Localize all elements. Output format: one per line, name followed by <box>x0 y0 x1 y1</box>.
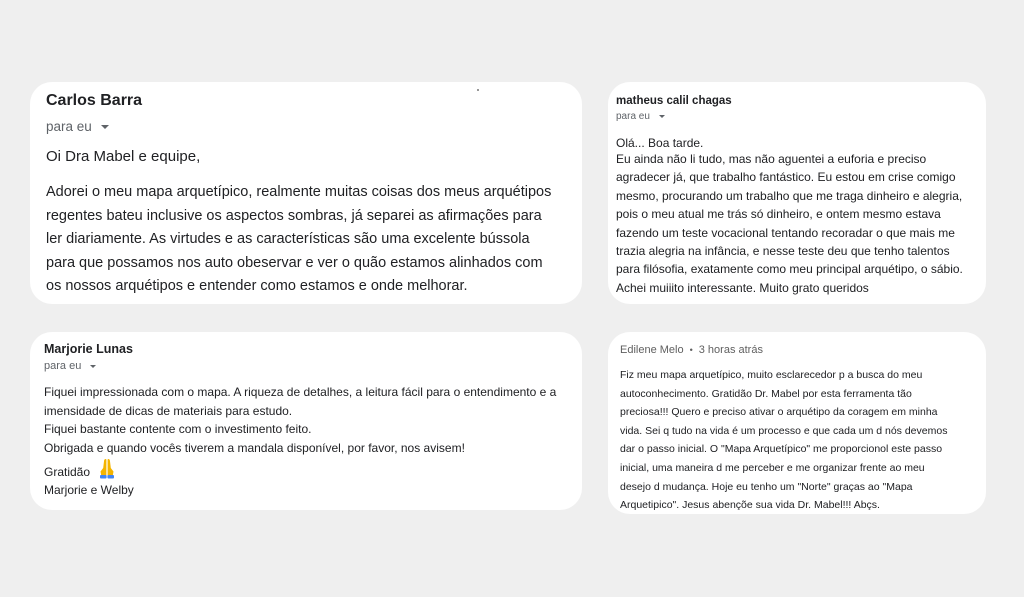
closing-text: Gratidão <box>44 465 91 479</box>
sender-name: Carlos Barra <box>46 92 143 109</box>
signature: Marjorie e Welby <box>44 483 134 497</box>
comment-meta <box>620 344 974 356</box>
email-card-carlos <box>30 82 582 304</box>
chevron-down-icon <box>101 125 109 129</box>
message-text: Fiquei impressionada com o mapa. A riqueza de detalhes, a leitura fácil para o entendimento e a imensidade de dicas de materiais para estudo. Fiquei bastante contente com o investimento feito. Obrigada e quando vocês tiverem a mandala disponível, por favor, nos avisem! <box>44 385 557 455</box>
stray-dot <box>477 89 479 91</box>
sender-name: Marjorie Lunas <box>44 342 133 356</box>
recipient-toggle[interactable] <box>44 360 568 372</box>
message-text: Adorei o meu mapa arquetípico, realmente muitas coisas dos meus arquétipos regentes bateu inclusive os aspectos sombras, já separei as afirmações para ler diariamente. As virtudes e as características são uma excelente bússola para que possamos nos auto obeservar e ver o quão estamos alinhados com os nossos arquétipos e entender como estamos e onde melhorar. <box>46 184 552 294</box>
recipient-toggle[interactable] <box>616 111 978 122</box>
recipient-toggle[interactable] <box>46 119 566 134</box>
meta-separator: • <box>689 345 693 355</box>
comment-card-edilene <box>608 332 986 514</box>
praying-hands-icon <box>96 457 118 479</box>
recipient-label: para eu <box>616 111 650 122</box>
email-body <box>616 136 978 297</box>
email-body <box>44 383 568 497</box>
chevron-down-icon <box>659 115 665 118</box>
chevron-down-icon <box>90 365 96 368</box>
recipient-label: para eu <box>46 119 92 134</box>
greeting: Olá... Boa tarde. <box>616 136 704 150</box>
comment-text: Fiz meu mapa arquetípico, muito esclarecedor p a busca do meu autoconhecimento. Gratidão Dr. Mabel por esta ferramenta tão preciosa!!! Quero e preciso ativar o arquétipo da coragem em minha vida. Sei q tudo na vida é um processo e que cada um d nós devemos dar o passo inicial. O "Mapa Arquetípico" me proporcionol este passo inicial, uma maneira d me perceber e me organizar frente ao meu desejo d mudança. Hoje eu tenho um "Norte" graças ao "Mapa Arquetipico". Jesus abençõe sua vida Dr. Mabel!!! Abçs. <box>620 369 948 512</box>
email-card-marjorie <box>30 332 582 510</box>
recipient-label: para eu <box>44 360 82 372</box>
email-card-matheus <box>608 82 986 304</box>
author-name[interactable]: Edilene Melo <box>620 344 684 356</box>
timestamp[interactable]: 3 horas atrás <box>698 344 763 356</box>
email-body <box>46 148 566 299</box>
message-text: Eu ainda não li tudo, mas não aguentei a euforia e preciso agradecer já, que trabalho fantástico. Eu estou em crise comigo mesmo, procurando um trabalho que me traga dinheiro e alegria, pois o meu atual me trás só dinheiro, e ontem mesmo estava fazendo um teste vocacional tentando recoradar o que mais me trazia alegria na infância, e nesse teste deu que tenho talentos para filósofia, exatamente como meu principal arquétipo, o sábio. Achei muiiito interessante. Muito grato queridos <box>616 152 963 295</box>
sender-name: matheus calil chagas <box>616 95 732 107</box>
closing-line <box>44 457 568 479</box>
greeting: Oi Dra Mabel e equipe, <box>46 148 201 165</box>
